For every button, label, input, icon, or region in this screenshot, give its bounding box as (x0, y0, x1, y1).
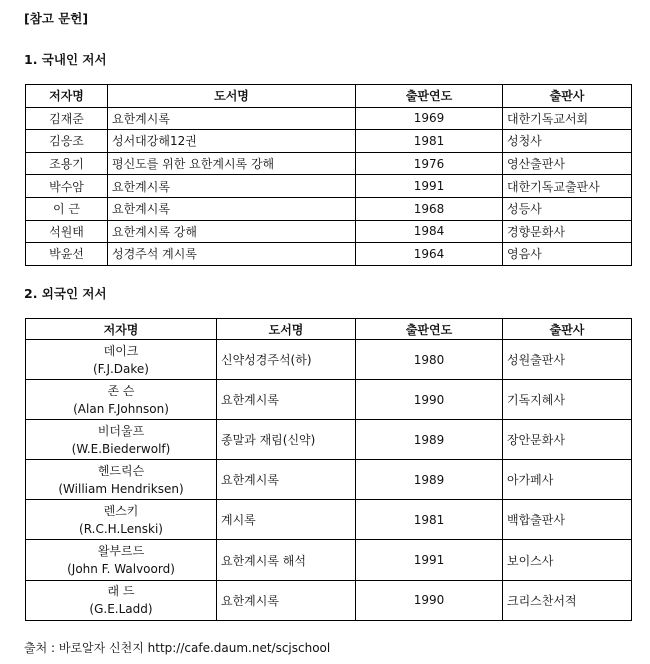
author-english: (F.J.Dake) (92, 361, 149, 376)
year-cell: 1989 (356, 420, 503, 460)
author-cell: 조용기 (26, 152, 108, 175)
book-cell: 요한계시록 (217, 580, 356, 620)
year-cell: 1989 (356, 460, 503, 500)
source-citation: 출처 : 바로알자 신천지 http://cafe.daum.net/scjschool (24, 641, 331, 655)
table-row (26, 500, 632, 540)
author-english: (R.C.H.Lenski) (79, 521, 163, 536)
table-header-row (26, 85, 632, 108)
year-cell: 1984 (356, 220, 503, 243)
table-row (26, 380, 632, 420)
book-cell: 요한계시록 (217, 380, 356, 420)
author-cell: 김응조 (26, 130, 108, 153)
header-book: 도서명 (217, 319, 356, 340)
author-korean: 왈부르드 (97, 544, 145, 559)
publisher-cell: 성청사 (503, 130, 632, 153)
book-cell: 요한계시록 (108, 197, 356, 220)
publisher-cell: 대한기독교서회 (503, 107, 632, 130)
author-cell (26, 420, 217, 460)
author-korean: 래 드 (107, 584, 135, 599)
book-cell: 성경주석 계시록 (108, 243, 356, 266)
publisher-cell: 성원출판사 (503, 340, 632, 380)
publisher-cell: 장안문화사 (503, 420, 632, 460)
book-cell: 요한계시록 (108, 107, 356, 130)
publisher-cell: 보이스사 (503, 540, 632, 580)
publisher-cell: 기독지혜사 (503, 380, 632, 420)
book-cell: 요한계시록 해석 (217, 540, 356, 580)
author-cell (26, 500, 217, 540)
author-cell: 박윤선 (26, 243, 108, 266)
author-cell (26, 540, 217, 580)
table-row (26, 580, 632, 620)
year-cell: 1991 (356, 540, 503, 580)
publisher-cell: 영산출판사 (503, 152, 632, 175)
author-cell: 박수암 (26, 175, 108, 198)
year-cell: 1968 (356, 197, 503, 220)
author-english: (G.E.Ladd) (89, 602, 153, 617)
table-row (26, 130, 632, 153)
book-cell: 평신도를 위한 요한계시록 강해 (108, 152, 356, 175)
book-cell: 성서대강해12권 (108, 130, 356, 153)
year-cell: 1964 (356, 243, 503, 266)
book-cell: 요한계시록 (108, 175, 356, 198)
book-cell: 계시록 (217, 500, 356, 540)
author-korean: 존 슨 (107, 383, 135, 398)
header-year: 출판연도 (356, 319, 503, 340)
author-english: (John F. Walvoord) (67, 562, 175, 577)
publisher-cell: 백합출판사 (503, 500, 632, 540)
year-cell: 1976 (356, 152, 503, 175)
table-row (26, 197, 632, 220)
author-cell (26, 580, 217, 620)
author-cell: 석원태 (26, 220, 108, 243)
author-english: (Alan F.Johnson) (73, 401, 169, 416)
publisher-cell: 경향문화사 (503, 220, 632, 243)
table-row (26, 340, 632, 380)
table-row (26, 420, 632, 460)
author-cell: 김재준 (26, 107, 108, 130)
author-korean: 렌스키 (103, 503, 139, 518)
year-cell: 1990 (356, 580, 503, 620)
header-year: 출판연도 (356, 85, 503, 108)
publisher-cell: 대한기독교출판사 (503, 175, 632, 198)
year-cell: 1981 (356, 130, 503, 153)
header-book: 도서명 (108, 85, 356, 108)
author-korean: 데이크 (103, 343, 139, 358)
book-cell: 요한계시록 강해 (108, 220, 356, 243)
author-cell (26, 460, 217, 500)
table-row (26, 220, 632, 243)
author-cell (26, 380, 217, 420)
table-row (26, 460, 632, 500)
header-publisher: 출판사 (503, 319, 632, 340)
section1-heading: 1. 국내인 저서 (24, 52, 107, 67)
author-korean: 비더울프 (97, 423, 145, 438)
foreign-books-table (25, 318, 632, 621)
author-english: (William Hendriksen) (58, 481, 184, 496)
section2-heading: 2. 외국인 저서 (24, 286, 107, 301)
year-cell: 1969 (356, 107, 503, 130)
year-cell: 1981 (356, 500, 503, 540)
table-row (26, 107, 632, 130)
author-english: (W.E.Biederwolf) (71, 441, 171, 456)
author-korean: 헨드릭슨 (97, 463, 145, 478)
header-author: 저자명 (26, 319, 217, 340)
author-cell (26, 340, 217, 380)
publisher-cell: 성등사 (503, 197, 632, 220)
year-cell: 1991 (356, 175, 503, 198)
year-cell: 1980 (356, 340, 503, 380)
header-author: 저자명 (26, 85, 108, 108)
header-publisher: 출판사 (503, 85, 632, 108)
book-cell: 요한계시록 (217, 460, 356, 500)
table-row (26, 152, 632, 175)
book-cell: 신약성경주석(하) (217, 340, 356, 380)
table-row (26, 243, 632, 266)
document-title: [참고 문헌] (24, 11, 89, 26)
publisher-cell: 영음사 (503, 243, 632, 266)
author-cell: 이 근 (26, 197, 108, 220)
book-cell: 종말과 재림(신약) (217, 420, 356, 460)
table-row (26, 175, 632, 198)
publisher-cell: 크리스찬서적 (503, 580, 632, 620)
year-cell: 1990 (356, 380, 503, 420)
publisher-cell: 아가페사 (503, 460, 632, 500)
table-header-row (26, 319, 632, 340)
table-row (26, 540, 632, 580)
domestic-books-table (25, 84, 632, 266)
